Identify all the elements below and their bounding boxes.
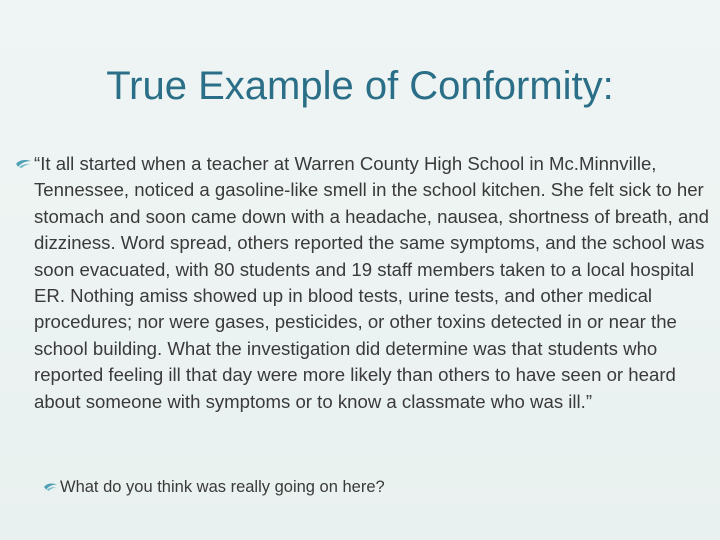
bullet-text-main: “It all started when a teacher at Warren County High School in Mc.Minnville, Tennessee, noticed a gasoline-like smell in the school kitchen. She felt sick to her stomach and soon came down with a headache, nausea, shortness of breath, and dizziness. Word spread, others reported the same symptoms, and the school was soon evacuated, with 80 students and 19 staff members taken to a local hospital ER. Nothing amiss showed up in blood tests, urine tests, and other medical procedures; nor were gases, pesticides, or other toxins detected in or near the school building. What the investigation did determine was that students who reported feeling ill that day were more likely than others to have seen or heard about someone with symptoms or to know a classmate who was ill.” bbox=[34, 153, 709, 412]
bullet-text-question: What do you think was really going on here? bbox=[60, 478, 385, 496]
slide-title: True Example of Conformity: bbox=[106, 64, 614, 108]
bullet-item-question bbox=[42, 475, 702, 499]
swoosh-bullet-icon bbox=[14, 152, 34, 178]
bullet-item-main bbox=[14, 151, 714, 415]
swoosh-bullet-icon bbox=[42, 476, 60, 498]
